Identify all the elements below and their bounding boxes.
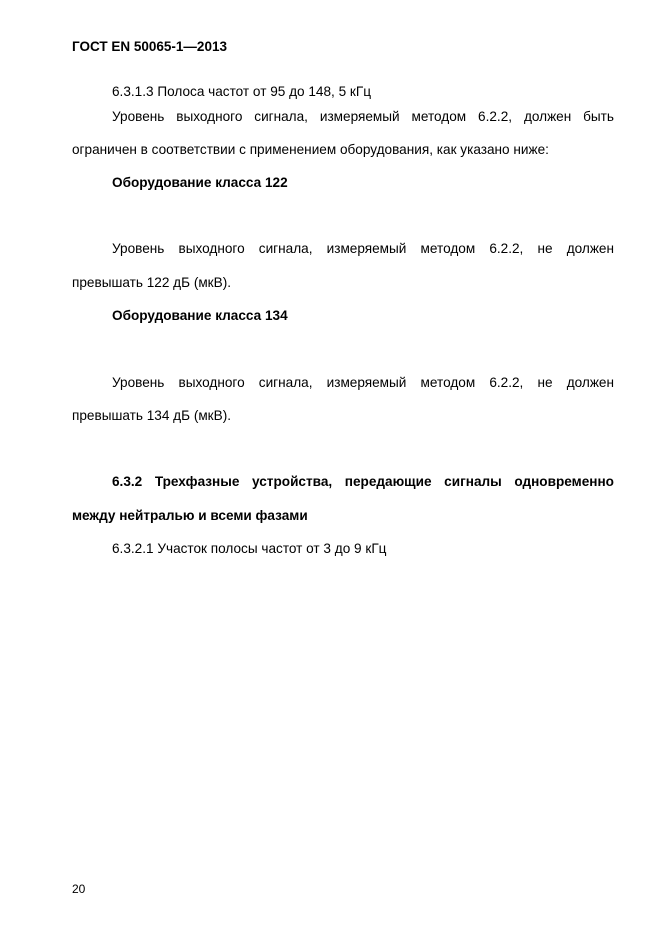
class-134-text-line-2: превышать 134 дБ (мкВ).: [72, 408, 232, 423]
section-heading-6-3-2-line-1: 6.3.2 Трехфазные устройства, передающие сигналы одновременно: [112, 474, 614, 489]
class-134-heading: Оборудование класса 134: [112, 308, 288, 323]
class-122-text-line-2: превышать 122 дБ (мкВ).: [72, 275, 232, 290]
page-header: ГОСТ EN 50065-1—2013: [72, 39, 227, 54]
intro-text-line-1: Уровень выходного сигнала, измеряемый методом 6.2.2, должен быть: [112, 109, 614, 124]
class-122-text-line-1: Уровень выходного сигнала, измеряемый методом 6.2.2, не должен: [112, 241, 614, 256]
section-heading-6-3-2-line-2: между нейтралью и всеми фазами: [72, 508, 308, 523]
page-number: 20: [72, 882, 86, 896]
subsection-title-6-3-2-1: 6.3.2.1 Участок полосы частот от 3 до 9 кГц: [112, 541, 387, 556]
intro-text-line-2: ограничен в соответствии с применением оборудования, как указано ниже:: [72, 142, 549, 157]
class-122-heading: Оборудование класса 122: [112, 175, 288, 190]
subsection-title-6-3-1-3: 6.3.1.3 Полоса частот от 95 до 148, 5 кГц: [112, 84, 372, 99]
class-134-text-line-1: Уровень выходного сигнала, измеряемый методом 6.2.2, не должен: [112, 375, 614, 390]
